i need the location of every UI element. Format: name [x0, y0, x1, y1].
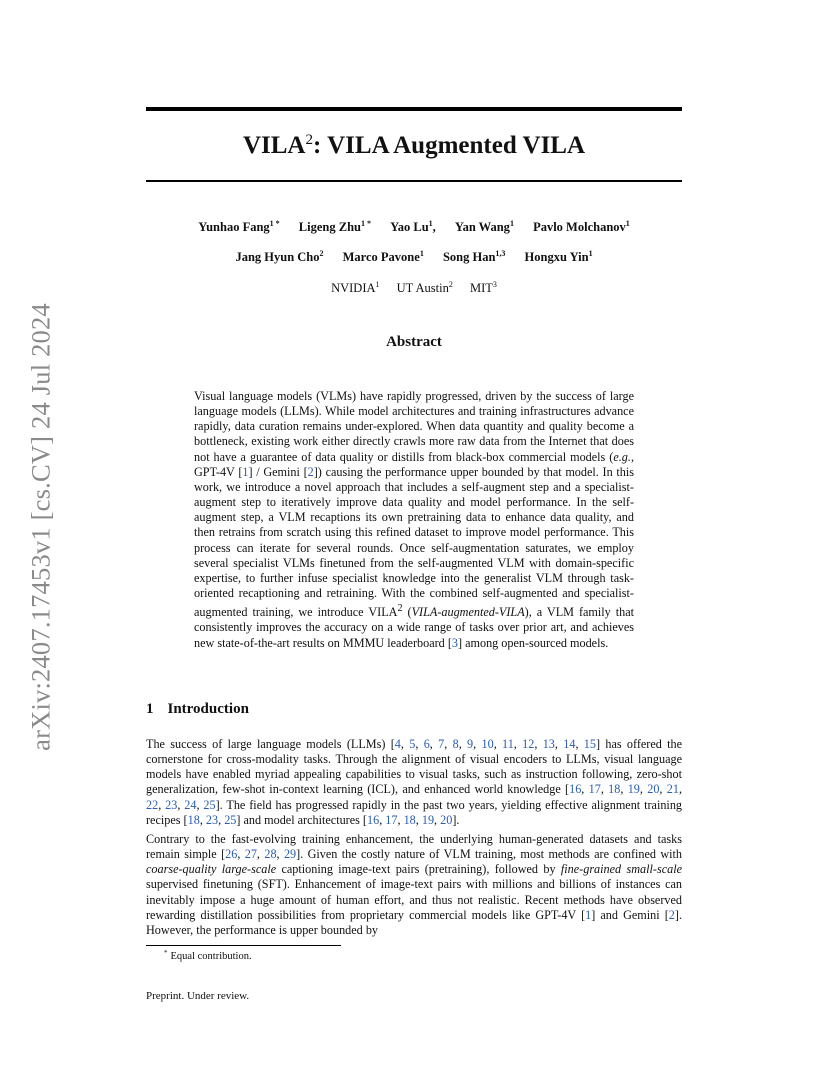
- citation-link[interactable]: 10: [481, 737, 494, 751]
- affiliations: [120, 280, 708, 296]
- author: Hongxu Yin$^1$: [524, 249, 593, 264]
- author: Pavlo Molchanov$^1$: [533, 219, 630, 234]
- citation-link[interactable]: 26: [225, 847, 238, 862]
- author: Yan Wang$^1$: [454, 219, 514, 234]
- abstract-text: Visual language models (VLMs) have rapidly progressed, driven by the success of large language models (LLMs). While model architectures and training infrastructures advance rapidly, data curation remains under-explored. When data quantity and quality become a bottleneck, existing work either directly crawls more raw data from the Internet that does not have a guarantee of data quality or distills from black-box commercial models (e.g., GPT-4V [1] / Gemini [2]) causing the performance upper bounded by that model. In this work, we introduce a novel approach that includes a self-augment step and a specialist-augment step to iteratively improve data quality and model performance. In the self-augment step, a VLM recaptions its own pretraining data to enhance data quality, and then retrains from scratch using this refined dataset to improve model performance. This process can iterate for several rounds. Once self-augmentation saturates, we employ several specialist VLMs finetuned from the self-augmented VLM with domain-specific expertise, to further infuse specialist knowledge into the generalist VLM through task-oriented recaptioning and retraining. With the combined self-augmented and specialist-augmented training, we introduce VILA$^2$ (VILA-augmented-VILA), a VLM family that consistently improves the accuracy on a wide range of tasks over prior art, and achieves new state-of-the-art results on MMMU leaderboard [3] among open-sourced models.: [194, 389, 635, 650]
- citation-link[interactable]: 27: [244, 847, 257, 862]
- citation-link[interactable]: 14: [563, 737, 576, 751]
- title-top-rule: [146, 107, 682, 111]
- citation-link[interactable]: 20: [647, 782, 660, 797]
- citation-link[interactable]: 7: [438, 737, 445, 751]
- author-row-1: [120, 219, 708, 235]
- intro-paragraph-1: The success of large language models (LLMs) [4, 5, 6, 7, 8, 9, 10, 11, 12, 13, 14, 15] has offered the cornerstone for cross-modality tasks. Through the alignment of visual encoders to LLMs, visual language models have enabled myriad appealing capabilities to visual tasks, such as instruction following, zero-shot generalization, few-shot in-context learning (ICL), and enhanced world knowledge [16, 17, 18, 19, 20, 21, 22, 23, 24, 25]. The field has progressed rapidly in the past two years, yielding effective alignment training recipes [18, 23, 25] and model architectures [16, 17, 18, 19, 20].: [146, 737, 683, 827]
- citation-link[interactable]: 24: [184, 797, 197, 812]
- citation-link[interactable]: 1: [585, 907, 592, 922]
- citation-link[interactable]: 17: [385, 812, 398, 827]
- citation-link[interactable]: 25: [203, 797, 216, 812]
- affiliation: NVIDIA$^1$: [331, 280, 380, 295]
- citation-link[interactable]: 18: [608, 782, 621, 797]
- citation-link[interactable]: 19: [421, 812, 435, 827]
- author: Yao Lu$^1$,: [390, 219, 436, 234]
- citation-link[interactable]: 9: [467, 737, 474, 751]
- citation-link[interactable]: 19: [627, 782, 640, 797]
- footnote-rule: [146, 945, 341, 946]
- author: Marco Pavone$^1$: [342, 249, 424, 264]
- arxiv-side-identifier: arXiv:2407.17453v1 [cs.CV] 24 Jul 2024: [25, 303, 56, 751]
- abstract-heading: Abstract: [386, 334, 442, 350]
- citation-link[interactable]: 6: [423, 737, 430, 751]
- citation-link[interactable]: 5: [409, 737, 416, 751]
- citation-link[interactable]: 29: [283, 847, 297, 862]
- citation-link[interactable]: 15: [583, 737, 596, 751]
- intro-paragraph-2: Contrary to the fast-evolving training enhancement, the underlying human-generated datasets and tasks remain simple [26, 27, 28, 29]. Given the costly nature of VLM training, most methods are confined with coarse-quality large-scale captioning image-text pairs (pretraining), followed by fine-grained small-scale supervised finetuning (SFT). Enhancement of image-text pairs with millions and billions of instances can inevitably impose a huge amount of human effort, and thus not realistic. Recent methods have observed rewarding distillation possibilities from proprietary commercial models like GPT-4V [1] and Gemini [2]. However, the performance is upper bounded by: [146, 832, 683, 937]
- footnote: * Equal contribution.: [164, 949, 252, 962]
- section-heading-introduction: 1 Introduction: [146, 701, 249, 717]
- author-row-2: [120, 249, 708, 265]
- citation-link[interactable]: 2: [307, 464, 314, 479]
- citation-link[interactable]: 28: [264, 847, 277, 862]
- affiliation: UT Austin$^2$: [396, 280, 453, 295]
- author: Jang Hyun Cho$^2$: [235, 249, 324, 264]
- citation-link[interactable]: 16: [367, 812, 380, 827]
- affiliation: MIT$^3$: [469, 280, 497, 295]
- citation-link[interactable]: 3: [451, 635, 458, 650]
- author: Song Han$^{1,3}$: [442, 249, 506, 264]
- citation-link[interactable]: 21: [666, 782, 679, 797]
- citation-link[interactable]: 11: [502, 737, 514, 751]
- citation-link[interactable]: 1: [242, 464, 249, 479]
- preprint-notice: Preprint. Under review.: [146, 990, 250, 1002]
- citation-link[interactable]: 12: [522, 737, 535, 751]
- citation-link[interactable]: 23: [205, 812, 219, 827]
- citation-link[interactable]: 18: [187, 812, 200, 827]
- citation-link[interactable]: 25: [224, 812, 237, 827]
- citation-link[interactable]: 8: [452, 737, 459, 751]
- citation-link[interactable]: 18: [403, 812, 416, 827]
- author: Ligeng Zhu$^{1 *}$: [298, 219, 371, 234]
- citation-link[interactable]: 20: [440, 812, 453, 827]
- citation-link[interactable]: 16: [569, 782, 582, 797]
- citation-link[interactable]: 23: [165, 797, 178, 812]
- citation-link[interactable]: 2: [668, 907, 675, 922]
- citation-link[interactable]: 4: [394, 737, 401, 751]
- citation-link[interactable]: 17: [588, 782, 601, 797]
- author: Yunhao Fang$^{1 *}$: [198, 219, 280, 234]
- paper-title: VILA$^2$: VILA Augmented VILA: [242, 132, 586, 159]
- title-bottom-rule: [146, 180, 682, 182]
- citation-link[interactable]: 22: [146, 797, 159, 812]
- citation-link[interactable]: 13: [542, 737, 555, 751]
